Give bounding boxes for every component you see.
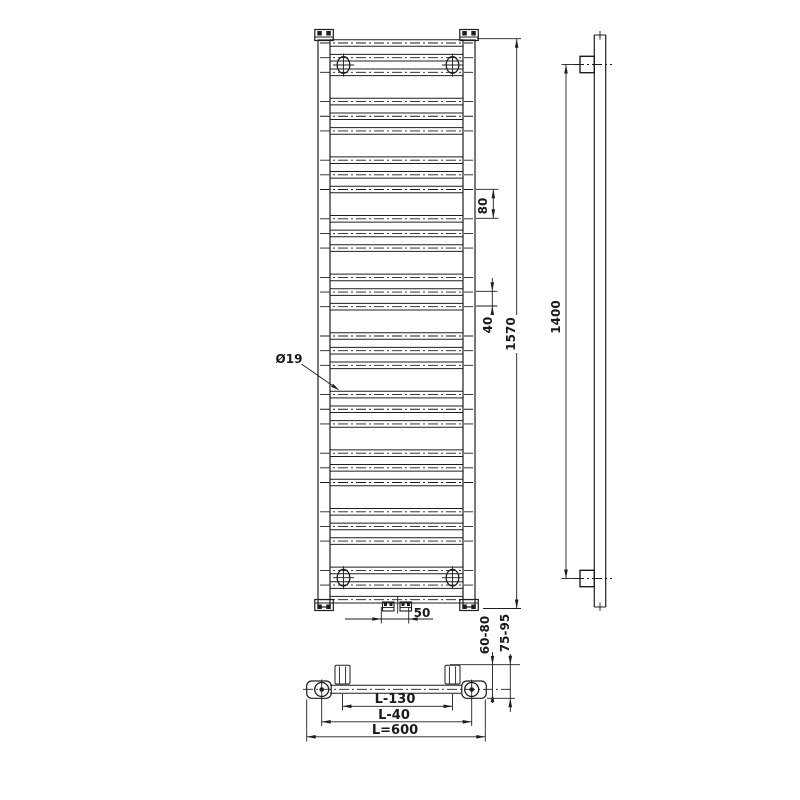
label-connection-width: L-130 (374, 692, 416, 707)
label-wall-offset-inner: 60-80 (478, 615, 492, 655)
front-view (315, 30, 479, 614)
front-bottom-wall-brackets (315, 600, 479, 611)
front-top-wall-brackets (315, 30, 479, 41)
label-tube-diameter: Ø19 (275, 352, 303, 366)
label-rung-gap: 40 (481, 316, 495, 334)
side-view (574, 31, 612, 611)
label-group-gap: 80 (476, 197, 490, 215)
label-valve-spacing: 50 (413, 606, 431, 620)
label-overall-height: 1570 (504, 317, 518, 351)
front-side-tubes (318, 40, 475, 607)
dim-tube-diameter-leader (302, 364, 340, 390)
label-wall-offset-outer: 75-95 (498, 613, 512, 653)
top-view-connection-stubs (335, 665, 460, 684)
front-rungs (320, 40, 473, 603)
label-bracket-height: 1400 (549, 300, 563, 334)
dimensions (302, 39, 576, 742)
label-bracket-width: L-40 (378, 707, 410, 723)
label-overall-width: L=600 (371, 722, 419, 738)
